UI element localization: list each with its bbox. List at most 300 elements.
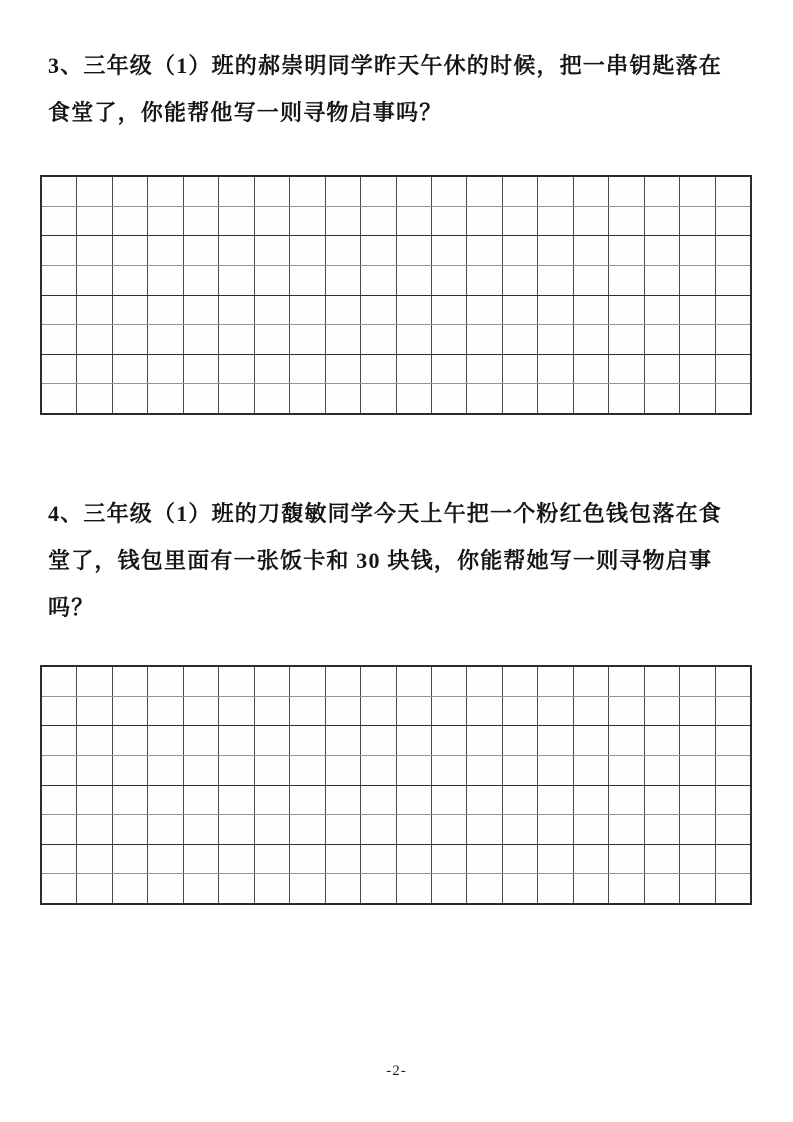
writing-cell[interactable] bbox=[255, 207, 290, 236]
writing-cell[interactable] bbox=[148, 667, 183, 696]
writing-cell[interactable] bbox=[255, 236, 290, 265]
writing-cell[interactable] bbox=[397, 266, 432, 295]
writing-cell[interactable] bbox=[397, 874, 432, 903]
writing-cell[interactable] bbox=[113, 726, 148, 755]
writing-cell[interactable] bbox=[645, 266, 680, 295]
writing-cell[interactable] bbox=[645, 815, 680, 844]
writing-cell[interactable] bbox=[432, 266, 467, 295]
writing-cell[interactable] bbox=[290, 667, 325, 696]
writing-cell[interactable] bbox=[467, 384, 502, 413]
writing-cell[interactable] bbox=[467, 667, 502, 696]
writing-cell[interactable] bbox=[255, 874, 290, 903]
writing-cell[interactable] bbox=[255, 667, 290, 696]
writing-cell[interactable] bbox=[77, 236, 112, 265]
writing-cell[interactable] bbox=[574, 786, 609, 815]
writing-cell[interactable] bbox=[397, 296, 432, 325]
writing-cell[interactable] bbox=[148, 325, 183, 354]
writing-cell[interactable] bbox=[219, 845, 254, 874]
writing-cell[interactable] bbox=[42, 355, 77, 384]
writing-cell[interactable] bbox=[113, 266, 148, 295]
writing-cell[interactable] bbox=[503, 697, 538, 726]
writing-cell[interactable] bbox=[609, 355, 644, 384]
writing-cell[interactable] bbox=[184, 815, 219, 844]
writing-cell[interactable] bbox=[574, 697, 609, 726]
writing-cell[interactable] bbox=[716, 756, 750, 785]
writing-cell[interactable] bbox=[219, 384, 254, 413]
writing-cell[interactable] bbox=[716, 207, 750, 236]
writing-cell[interactable] bbox=[680, 786, 715, 815]
writing-cell[interactable] bbox=[645, 384, 680, 413]
writing-cell[interactable] bbox=[42, 726, 77, 755]
writing-cell[interactable] bbox=[326, 177, 361, 206]
writing-cell[interactable] bbox=[219, 786, 254, 815]
writing-cell[interactable] bbox=[716, 296, 750, 325]
writing-cell[interactable] bbox=[680, 266, 715, 295]
writing-cell[interactable] bbox=[113, 207, 148, 236]
writing-cell[interactable] bbox=[255, 296, 290, 325]
writing-cell[interactable] bbox=[42, 667, 77, 696]
writing-cell[interactable] bbox=[432, 355, 467, 384]
writing-cell[interactable] bbox=[432, 296, 467, 325]
writing-cell[interactable] bbox=[467, 756, 502, 785]
writing-cell[interactable] bbox=[361, 726, 396, 755]
writing-cell[interactable] bbox=[645, 786, 680, 815]
writing-cell[interactable] bbox=[467, 726, 502, 755]
writing-cell[interactable] bbox=[467, 786, 502, 815]
writing-cell[interactable] bbox=[361, 236, 396, 265]
writing-cell[interactable] bbox=[148, 236, 183, 265]
writing-cell[interactable] bbox=[574, 667, 609, 696]
writing-cell[interactable] bbox=[219, 325, 254, 354]
writing-cell[interactable] bbox=[503, 355, 538, 384]
writing-cell[interactable] bbox=[148, 384, 183, 413]
writing-cell[interactable] bbox=[361, 815, 396, 844]
writing-cell[interactable] bbox=[77, 786, 112, 815]
writing-cell[interactable] bbox=[503, 726, 538, 755]
writing-cell[interactable] bbox=[148, 177, 183, 206]
writing-cell[interactable] bbox=[255, 325, 290, 354]
writing-cell[interactable] bbox=[148, 874, 183, 903]
writing-cell[interactable] bbox=[432, 177, 467, 206]
writing-cell[interactable] bbox=[148, 726, 183, 755]
writing-cell[interactable] bbox=[42, 845, 77, 874]
writing-cell[interactable] bbox=[255, 355, 290, 384]
writing-cell[interactable] bbox=[42, 266, 77, 295]
writing-cell[interactable] bbox=[113, 355, 148, 384]
writing-cell[interactable] bbox=[255, 266, 290, 295]
writing-cell[interactable] bbox=[397, 207, 432, 236]
writing-cell[interactable] bbox=[42, 697, 77, 726]
writing-cell[interactable] bbox=[680, 177, 715, 206]
writing-cell[interactable] bbox=[538, 296, 573, 325]
writing-cell[interactable] bbox=[574, 355, 609, 384]
writing-cell[interactable] bbox=[645, 726, 680, 755]
writing-cell[interactable] bbox=[538, 756, 573, 785]
writing-cell[interactable] bbox=[574, 207, 609, 236]
writing-cell[interactable] bbox=[680, 874, 715, 903]
writing-cell[interactable] bbox=[219, 355, 254, 384]
writing-cell[interactable] bbox=[77, 325, 112, 354]
writing-cell[interactable] bbox=[326, 667, 361, 696]
writing-cell[interactable] bbox=[148, 786, 183, 815]
writing-cell[interactable] bbox=[609, 726, 644, 755]
writing-cell[interactable] bbox=[538, 236, 573, 265]
writing-cell[interactable] bbox=[77, 384, 112, 413]
writing-cell[interactable] bbox=[538, 845, 573, 874]
writing-cell[interactable] bbox=[716, 874, 750, 903]
writing-cell[interactable] bbox=[184, 266, 219, 295]
writing-cell[interactable] bbox=[645, 325, 680, 354]
writing-cell[interactable] bbox=[326, 786, 361, 815]
writing-cell[interactable] bbox=[326, 815, 361, 844]
writing-cell[interactable] bbox=[184, 667, 219, 696]
writing-cell[interactable] bbox=[574, 815, 609, 844]
writing-cell[interactable] bbox=[609, 667, 644, 696]
writing-cell[interactable] bbox=[467, 874, 502, 903]
writing-cell[interactable] bbox=[290, 207, 325, 236]
writing-cell[interactable] bbox=[609, 874, 644, 903]
writing-cell[interactable] bbox=[113, 845, 148, 874]
writing-cell[interactable] bbox=[255, 697, 290, 726]
writing-cell[interactable] bbox=[503, 266, 538, 295]
writing-cell[interactable] bbox=[397, 236, 432, 265]
writing-cell[interactable] bbox=[361, 355, 396, 384]
writing-cell[interactable] bbox=[432, 815, 467, 844]
writing-cell[interactable] bbox=[113, 384, 148, 413]
writing-cell[interactable] bbox=[432, 845, 467, 874]
writing-cell[interactable] bbox=[113, 786, 148, 815]
writing-cell[interactable] bbox=[574, 845, 609, 874]
writing-cell[interactable] bbox=[77, 296, 112, 325]
writing-cell[interactable] bbox=[42, 325, 77, 354]
writing-cell[interactable] bbox=[716, 697, 750, 726]
writing-cell[interactable] bbox=[609, 296, 644, 325]
writing-cell[interactable] bbox=[184, 325, 219, 354]
writing-cell[interactable] bbox=[326, 355, 361, 384]
writing-cell[interactable] bbox=[255, 756, 290, 785]
writing-cell[interactable] bbox=[255, 177, 290, 206]
writing-cell[interactable] bbox=[113, 815, 148, 844]
writing-cell[interactable] bbox=[219, 815, 254, 844]
writing-cell[interactable] bbox=[503, 786, 538, 815]
writing-cell[interactable] bbox=[290, 177, 325, 206]
writing-cell[interactable] bbox=[361, 266, 396, 295]
writing-cell[interactable] bbox=[148, 207, 183, 236]
writing-cell[interactable] bbox=[361, 384, 396, 413]
writing-cell[interactable] bbox=[467, 177, 502, 206]
writing-cell[interactable] bbox=[361, 786, 396, 815]
writing-cell[interactable] bbox=[680, 296, 715, 325]
writing-cell[interactable] bbox=[645, 207, 680, 236]
writing-cell[interactable] bbox=[645, 296, 680, 325]
writing-cell[interactable] bbox=[290, 874, 325, 903]
writing-cell[interactable] bbox=[290, 355, 325, 384]
writing-cell[interactable] bbox=[326, 325, 361, 354]
writing-cell[interactable] bbox=[113, 874, 148, 903]
writing-cell[interactable] bbox=[326, 236, 361, 265]
writing-cell[interactable] bbox=[77, 355, 112, 384]
writing-cell[interactable] bbox=[716, 815, 750, 844]
writing-cell[interactable] bbox=[255, 726, 290, 755]
writing-cell[interactable] bbox=[503, 325, 538, 354]
writing-cell[interactable] bbox=[184, 786, 219, 815]
writing-cell[interactable] bbox=[503, 384, 538, 413]
writing-cell[interactable] bbox=[77, 177, 112, 206]
writing-cell[interactable] bbox=[219, 726, 254, 755]
writing-cell[interactable] bbox=[609, 266, 644, 295]
writing-cell[interactable] bbox=[645, 756, 680, 785]
writing-cell[interactable] bbox=[361, 874, 396, 903]
writing-cell[interactable] bbox=[184, 874, 219, 903]
writing-cell[interactable] bbox=[503, 207, 538, 236]
writing-cell[interactable] bbox=[397, 384, 432, 413]
writing-cell[interactable] bbox=[397, 697, 432, 726]
writing-cell[interactable] bbox=[361, 845, 396, 874]
writing-cell[interactable] bbox=[42, 384, 77, 413]
writing-cell[interactable] bbox=[645, 845, 680, 874]
writing-cell[interactable] bbox=[680, 384, 715, 413]
writing-cell[interactable] bbox=[538, 355, 573, 384]
writing-cell[interactable] bbox=[397, 845, 432, 874]
writing-cell[interactable] bbox=[609, 815, 644, 844]
writing-cell[interactable] bbox=[645, 355, 680, 384]
writing-cell[interactable] bbox=[113, 177, 148, 206]
writing-cell[interactable] bbox=[716, 236, 750, 265]
writing-cell[interactable] bbox=[113, 325, 148, 354]
writing-cell[interactable] bbox=[680, 845, 715, 874]
writing-cell[interactable] bbox=[397, 726, 432, 755]
writing-cell[interactable] bbox=[467, 845, 502, 874]
writing-cell[interactable] bbox=[538, 177, 573, 206]
writing-cell[interactable] bbox=[148, 815, 183, 844]
writing-cell[interactable] bbox=[290, 296, 325, 325]
writing-cell[interactable] bbox=[680, 726, 715, 755]
writing-cell[interactable] bbox=[680, 236, 715, 265]
writing-cell[interactable] bbox=[503, 845, 538, 874]
writing-cell[interactable] bbox=[77, 667, 112, 696]
writing-cell[interactable] bbox=[255, 845, 290, 874]
writing-cell[interactable] bbox=[432, 325, 467, 354]
writing-cell[interactable] bbox=[326, 296, 361, 325]
writing-cell[interactable] bbox=[255, 815, 290, 844]
writing-cell[interactable] bbox=[290, 266, 325, 295]
writing-cell[interactable] bbox=[113, 756, 148, 785]
writing-cell[interactable] bbox=[184, 845, 219, 874]
writing-cell[interactable] bbox=[716, 845, 750, 874]
writing-cell[interactable] bbox=[290, 325, 325, 354]
writing-cell[interactable] bbox=[503, 296, 538, 325]
writing-cell[interactable] bbox=[219, 266, 254, 295]
writing-cell[interactable] bbox=[184, 355, 219, 384]
writing-cell[interactable] bbox=[538, 667, 573, 696]
writing-cell[interactable] bbox=[113, 236, 148, 265]
writing-cell[interactable] bbox=[361, 177, 396, 206]
writing-cell[interactable] bbox=[184, 207, 219, 236]
writing-cell[interactable] bbox=[326, 697, 361, 726]
writing-cell[interactable] bbox=[503, 177, 538, 206]
writing-cell[interactable] bbox=[645, 177, 680, 206]
writing-cell[interactable] bbox=[397, 786, 432, 815]
writing-cell[interactable] bbox=[609, 207, 644, 236]
writing-cell[interactable] bbox=[503, 667, 538, 696]
writing-cell[interactable] bbox=[326, 384, 361, 413]
writing-cell[interactable] bbox=[290, 756, 325, 785]
writing-cell[interactable] bbox=[609, 325, 644, 354]
writing-cell[interactable] bbox=[219, 296, 254, 325]
writing-cell[interactable] bbox=[255, 786, 290, 815]
writing-cell[interactable] bbox=[574, 236, 609, 265]
writing-cell[interactable] bbox=[290, 236, 325, 265]
writing-cell[interactable] bbox=[184, 726, 219, 755]
writing-cell[interactable] bbox=[538, 697, 573, 726]
writing-cell[interactable] bbox=[716, 266, 750, 295]
writing-cell[interactable] bbox=[432, 756, 467, 785]
writing-cell[interactable] bbox=[77, 845, 112, 874]
writing-cell[interactable] bbox=[538, 207, 573, 236]
writing-cell[interactable] bbox=[574, 756, 609, 785]
writing-cell[interactable] bbox=[432, 874, 467, 903]
writing-cell[interactable] bbox=[467, 815, 502, 844]
writing-cell[interactable] bbox=[609, 384, 644, 413]
writing-cell[interactable] bbox=[432, 667, 467, 696]
writing-cell[interactable] bbox=[609, 786, 644, 815]
writing-cell[interactable] bbox=[290, 697, 325, 726]
writing-cell[interactable] bbox=[503, 756, 538, 785]
writing-cell[interactable] bbox=[42, 756, 77, 785]
writing-cell[interactable] bbox=[113, 667, 148, 696]
writing-cell[interactable] bbox=[397, 325, 432, 354]
writing-cell[interactable] bbox=[361, 697, 396, 726]
writing-cell[interactable] bbox=[77, 697, 112, 726]
writing-cell[interactable] bbox=[467, 236, 502, 265]
writing-cell[interactable] bbox=[184, 296, 219, 325]
writing-cell[interactable] bbox=[290, 815, 325, 844]
writing-cell[interactable] bbox=[290, 845, 325, 874]
writing-cell[interactable] bbox=[42, 177, 77, 206]
writing-cell[interactable] bbox=[680, 667, 715, 696]
writing-cell[interactable] bbox=[680, 815, 715, 844]
writing-cell[interactable] bbox=[467, 296, 502, 325]
writing-cell[interactable] bbox=[42, 786, 77, 815]
writing-cell[interactable] bbox=[326, 756, 361, 785]
writing-cell[interactable] bbox=[326, 874, 361, 903]
writing-cell[interactable] bbox=[184, 384, 219, 413]
writing-cell[interactable] bbox=[432, 207, 467, 236]
writing-cell[interactable] bbox=[538, 325, 573, 354]
writing-cell[interactable] bbox=[432, 697, 467, 726]
writing-cell[interactable] bbox=[397, 177, 432, 206]
writing-cell[interactable] bbox=[538, 384, 573, 413]
writing-cell[interactable] bbox=[538, 266, 573, 295]
writing-cell[interactable] bbox=[609, 236, 644, 265]
writing-cell[interactable] bbox=[574, 325, 609, 354]
writing-cell[interactable] bbox=[538, 726, 573, 755]
writing-cell[interactable] bbox=[503, 874, 538, 903]
writing-cell[interactable] bbox=[467, 355, 502, 384]
writing-cell[interactable] bbox=[184, 756, 219, 785]
writing-cell[interactable] bbox=[219, 236, 254, 265]
writing-cell[interactable] bbox=[184, 697, 219, 726]
writing-cell[interactable] bbox=[148, 355, 183, 384]
writing-cell[interactable] bbox=[680, 697, 715, 726]
writing-cell[interactable] bbox=[645, 697, 680, 726]
writing-cell[interactable] bbox=[326, 207, 361, 236]
writing-cell[interactable] bbox=[361, 296, 396, 325]
writing-cell[interactable] bbox=[77, 815, 112, 844]
writing-cell[interactable] bbox=[467, 266, 502, 295]
writing-cell[interactable] bbox=[184, 236, 219, 265]
writing-cell[interactable] bbox=[113, 697, 148, 726]
writing-cell[interactable] bbox=[290, 384, 325, 413]
writing-cell[interactable] bbox=[326, 726, 361, 755]
writing-cell[interactable] bbox=[77, 726, 112, 755]
writing-cell[interactable] bbox=[680, 355, 715, 384]
writing-cell[interactable] bbox=[503, 815, 538, 844]
writing-cell[interactable] bbox=[361, 667, 396, 696]
writing-cell[interactable] bbox=[42, 815, 77, 844]
writing-cell[interactable] bbox=[680, 325, 715, 354]
writing-cell[interactable] bbox=[538, 786, 573, 815]
writing-cell[interactable] bbox=[538, 815, 573, 844]
writing-cell[interactable] bbox=[290, 726, 325, 755]
writing-cell[interactable] bbox=[467, 325, 502, 354]
writing-cell[interactable] bbox=[467, 207, 502, 236]
writing-cell[interactable] bbox=[148, 756, 183, 785]
writing-cell[interactable] bbox=[432, 236, 467, 265]
writing-cell[interactable] bbox=[77, 874, 112, 903]
writing-cell[interactable] bbox=[77, 207, 112, 236]
writing-cell[interactable] bbox=[574, 726, 609, 755]
writing-cell[interactable] bbox=[397, 667, 432, 696]
writing-cell[interactable] bbox=[361, 325, 396, 354]
writing-cell[interactable] bbox=[148, 296, 183, 325]
writing-cell[interactable] bbox=[219, 177, 254, 206]
writing-cell[interactable] bbox=[574, 384, 609, 413]
writing-cell[interactable] bbox=[77, 756, 112, 785]
writing-cell[interactable] bbox=[219, 756, 254, 785]
writing-cell[interactable] bbox=[432, 384, 467, 413]
writing-cell[interactable] bbox=[77, 266, 112, 295]
writing-cell[interactable] bbox=[326, 845, 361, 874]
writing-cell[interactable] bbox=[219, 874, 254, 903]
writing-cell[interactable] bbox=[645, 667, 680, 696]
writing-cell[interactable] bbox=[538, 874, 573, 903]
writing-cell[interactable] bbox=[397, 355, 432, 384]
writing-cell[interactable] bbox=[113, 296, 148, 325]
writing-cell[interactable] bbox=[290, 786, 325, 815]
writing-cell[interactable] bbox=[397, 815, 432, 844]
writing-cell[interactable] bbox=[574, 266, 609, 295]
writing-cell[interactable] bbox=[645, 874, 680, 903]
writing-cell[interactable] bbox=[361, 207, 396, 236]
writing-cell[interactable] bbox=[219, 207, 254, 236]
writing-cell[interactable] bbox=[680, 756, 715, 785]
writing-cell[interactable] bbox=[609, 845, 644, 874]
writing-cell[interactable] bbox=[361, 756, 396, 785]
writing-cell[interactable] bbox=[716, 325, 750, 354]
writing-cell[interactable] bbox=[432, 726, 467, 755]
writing-cell[interactable] bbox=[716, 726, 750, 755]
writing-cell[interactable] bbox=[148, 697, 183, 726]
writing-cell[interactable] bbox=[716, 384, 750, 413]
writing-cell[interactable] bbox=[219, 697, 254, 726]
writing-cell[interactable] bbox=[680, 207, 715, 236]
writing-cell[interactable] bbox=[42, 236, 77, 265]
writing-cell[interactable] bbox=[609, 697, 644, 726]
writing-cell[interactable] bbox=[574, 296, 609, 325]
writing-cell[interactable] bbox=[326, 266, 361, 295]
writing-cell[interactable] bbox=[148, 845, 183, 874]
